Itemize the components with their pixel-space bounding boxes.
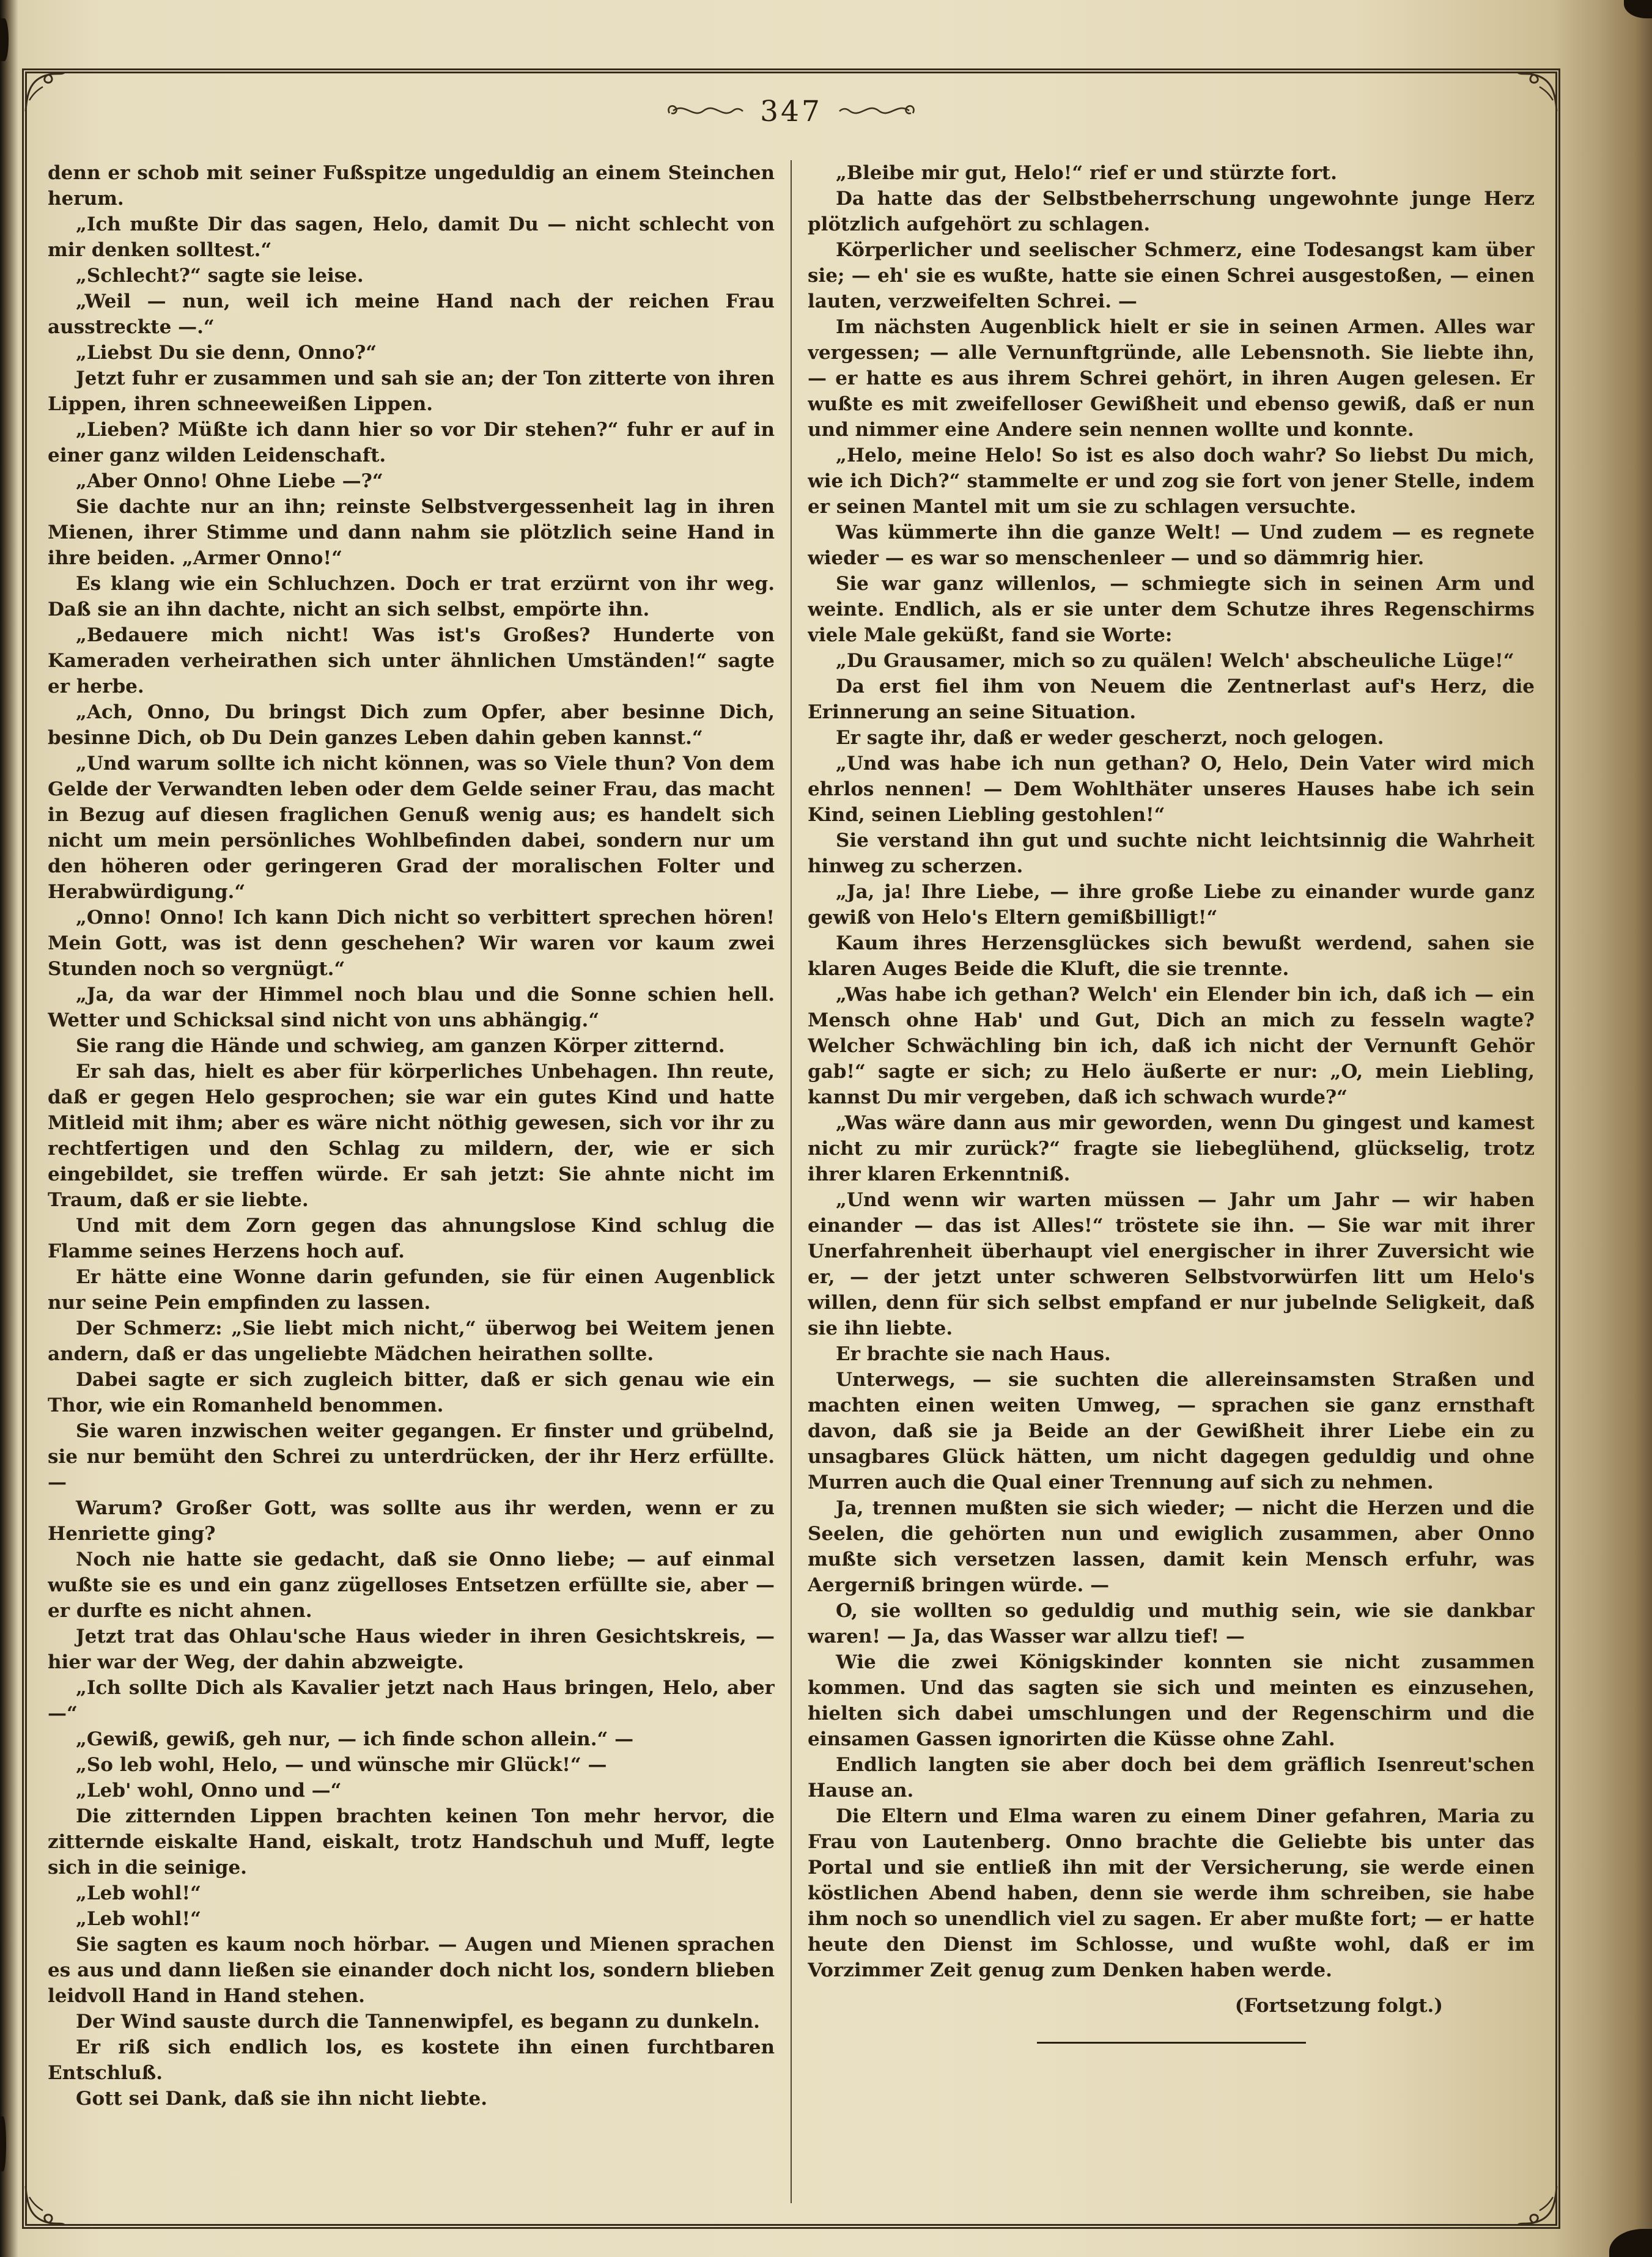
flourish-icon (665, 102, 744, 120)
paragraph: „Weil — nun, weil ich meine Hand nach der reichen Frau ausstreckte —.“ (48, 290, 775, 338)
paragraph: Wie die zwei Königskinder konnten sie nicht zusammen kommen. Und das sagten sie sich und meinten es einzusehen, hielten sich dabei umschlungen und der Regenschirm und die einsamen Gassen ignorirten die Küsse ohne Zahl. (808, 1651, 1535, 1750)
paragraph: Sie dachte nur an ihn; reinste Selbstvergessenheit lag in ihren Mienen, ihrer Stimme und dann nahm sie plötzlich seine Hand in ihre beiden. „Armer Onno!“ (48, 496, 775, 569)
page-number: 347 (760, 94, 822, 128)
paragraph: „Leb wohl!“ (76, 1908, 201, 1930)
paragraph: Und mit dem Zorn gegen das ahnungslose Kind schlug die Flamme seines Herzens hoch auf. (48, 1215, 775, 1262)
paragraph: Noch nie hatte sie gedacht, daß sie Onno liebe; — auf einmal wußte sie es und ein ganz zügelloses Entsetzen erfüllte sie, aber — er durfte es nicht ahnen. (48, 1548, 775, 1622)
page-header (27, 82, 1555, 141)
paragraph: „Leb wohl!“ (76, 1882, 201, 1904)
text-column-right (808, 160, 1535, 2203)
paragraph: Er riß sich endlich los, es kostete ihn einen furchtbaren Entschluß. (48, 2036, 775, 2084)
paragraph: „Schlecht?“ sagte sie leise. (76, 265, 364, 287)
paragraph: Warum? Großer Gott, was sollte aus ihr werden, wenn er zu Henriette ging? (48, 1497, 775, 1545)
paragraph: „Ach, Onno, Du bringst Dich zum Opfer, aber besinne Dich, besinne Dich, ob Du Dein ganzes Leben dahin geben kannst.“ (48, 701, 775, 749)
paragraph: „Ja, ja! Ihre Liebe, — ihre große Liebe zu einander wurde ganz gewiß von Helo's Eltern gemißbilligt!“ (808, 881, 1535, 929)
paragraph: „Onno! Onno! Ich kann Dich nicht so verbittert sprechen hören! Mein Gott, was ist denn geschehen? Wir waren vor kaum zwei Stunden noch so vergnügt.“ (48, 907, 775, 980)
paragraph: Sie war ganz willenlos, — schmiegte sich in seinen Arm und weinte. Endlich, als er sie unter dem Schutze ihres Regenschirms viele Male geküßt, fand sie Worte: (808, 573, 1535, 646)
paragraph: Da erst fiel ihm von Neuem die Zentnerlast auf's Herz, die Erinnerung an seine Situation. (808, 676, 1535, 723)
paragraph: „Ich mußte Dir das sagen, Helo, damit Du — nicht schlecht von mir denken solltest.“ (48, 213, 775, 261)
paragraph: „So leb wohl, Helo, — und wünsche mir Glück!“ — (76, 1754, 607, 1776)
paragraph: „Lieben? Müßte ich dann hier so vor Dir stehen?“ fuhr er auf in einer ganz wilden Leidenschaft. (48, 419, 775, 466)
paragraph: „Was wäre dann aus mir geworden, wenn Du gingest und kamest nicht zu mir zurück?“ fragte sie liebeglühend, glückselig, trotz ihrer klaren Erkenntniß. (808, 1112, 1535, 1185)
paragraph: Er hätte eine Wonne darin gefunden, sie für einen Augenblick nur seine Pein empfinden zu lassen. (48, 1266, 775, 1314)
paragraph: Die Eltern und Elma waren zu einem Diner gefahren, Maria zu Frau von Lautenberg. Onno brachte die Geliebte bis unter das Portal und sie entließ ihn mit der Versicherung, sie werde einen köstlichen Abend haben, denn sie werde ihm schreiben, sie habe ihm noch so unendlich viel zu sagen. Er aber mußte fort; — er hatte heute den Dienst im Schlosse, und wußte wohl, daß er im Vorzimmer Zeit genug zum Denken haben werde. (808, 1805, 1535, 1981)
paragraph: Gott sei Dank, daß sie ihn nicht liebte. (76, 2088, 488, 2110)
paragraph: Es klang wie ein Schluchzen. Doch er trat erzürnt von ihr weg. Daß sie an ihn dachte, nicht an sich selbst, empörte ihn. (48, 573, 775, 620)
paragraph: Sie rang die Hände und schwieg, am ganzen Körper zitternd. (76, 1035, 725, 1057)
paragraph: „Was habe ich gethan? Welch' ein Elender bin ich, daß ich — ein Mensch ohne Hab' und Gut, Dich an mich zu fesseln wagte? Welcher Schwächling bin ich, daß ich nicht der Vernunft Gehör gab!“ sagte er sich; zu Helo äußerte er nur: „O, mein Liebling, kannst Du mir vergeben, daß ich schwach wurde?“ (808, 984, 1535, 1108)
paragraph: Körperlicher und seelischer Schmerz, eine Todesangst kam über sie; — eh' sie es wußte, hatte sie einen Schrei ausgestoßen, — einen lauten, verzweifelten Schrei. — (808, 239, 1535, 312)
flourish-icon (838, 102, 918, 120)
right-column-paragraphs (808, 160, 1535, 1983)
paragraph: Er sagte ihr, daß er weder gescherzt, noch gelogen. (836, 727, 1384, 749)
paragraph: O, sie wollten so geduldig und muthig sein, wie sie dankbar waren! — Ja, das Wasser war allzu tief! — (808, 1600, 1535, 1648)
text-columns (48, 160, 1535, 2203)
paragraph: Die zitternden Lippen brachten keinen Ton mehr hervor, die zitternde eiskalte Hand, eiskalt, trotz Handschuh und Muff, legte sich in die seinige. (48, 1805, 775, 1879)
paragraph: Unterwegs, — sie suchten die allereinsamsten Straßen und machten einen weiten Umweg, — sprachen sie ganz ernsthaft davon, daß sie ja Beide an der Gewißheit ihrer Liebe ein zu unsagbares Glück hätten, um nicht dagegen geduldig und ohne Murren auch die Qual einer Trennung auf sich zu nehmen. (808, 1369, 1535, 1493)
paragraph: „Ich sollte Dich als Kavalier jetzt nach Haus bringen, Helo, aber —“ (48, 1677, 775, 1725)
paragraph: Kaum ihres Herzensglückes sich bewußt werdend, sahen sie klaren Auges Beide die Kluft, die sie trennte. (808, 932, 1535, 980)
scan-edge-left (0, 0, 18, 2257)
paragraph: Dabei sagte er sich zugleich bitter, daß er sich genau wie ein Thor, wie ein Romanheld benommen. (48, 1369, 775, 1416)
paragraph: „Liebst Du sie denn, Onno?“ (76, 342, 377, 364)
paragraph: Der Schmerz: „Sie liebt mich nicht,“ überwog bei Weitem jenen andern, daß er das ungeliebte Mädchen heirathen sollte. (48, 1317, 775, 1365)
paragraph: „Helo, meine Helo! So ist es also doch wahr? So liebst Du mich, wie ich Dich?“ stammelte er und zog sie fort von jener Stelle, indem er seinen Mantel mit um sie zu schlagen versuchte. (808, 444, 1535, 518)
paragraph: „Leb' wohl, Onno und —“ (76, 1780, 342, 1802)
paragraph: Er brachte sie nach Haus. (836, 1343, 1111, 1365)
paragraph: „Aber Onno! Ohne Liebe —?“ (76, 470, 383, 492)
header-flourish-left-icon (665, 102, 744, 120)
paragraph: „Bleibe mir gut, Helo!“ rief er und stürzte fort. (836, 162, 1337, 184)
paragraph: Ja, trennen mußten sie sich wieder; — nicht die Herzen und die Seelen, die gehörten nun und ewiglich zusammen, aber Onno mußte sich versetzen lassen, damit kein Mensch erfuhr, was Aergerniß bringen würde. — (808, 1497, 1535, 1596)
paragraph: Jetzt trat das Ohlau'sche Haus wieder in ihren Gesichtskreis, — hier war der Weg, der dahin abzweigte. (48, 1626, 775, 1673)
text-column-left (48, 160, 775, 2203)
paragraph: „Und was habe ich nun gethan? O, Helo, Dein Vater wird mich ehrlos nennen! — Dem Wohlthäter unseres Hauses habe ich sein Kind, seinen Liebling gestohlen!“ (808, 753, 1535, 826)
paragraph: „Und warum sollte ich nicht können, was so Viele thun? Von dem Gelde der Verwandten leben oder dem Gelde seiner Frau, das macht in Bezug auf diesen fraglichen Genuß wenig aus; es handelt sich nicht um mein persönliches Wohlbefinden dabei, sondern nur um den höheren oder geringeren Grad der moralischen Folter und Herabwürdigung.“ (48, 753, 775, 903)
paragraph: Was kümmerte ihn die ganze Welt! — Und zudem — es regnete wieder — es war so menschenleer — und so dämmrig hier. (808, 521, 1535, 569)
binding-shadow (1554, 0, 1652, 2257)
scan-artifact (0, 18, 9, 61)
paragraph: Der Wind sauste durch die Tannenwipfel, es begann zu dunkeln. (76, 2011, 760, 2033)
paragraph: „Und wenn wir warten müssen — Jahr um Jahr — wir haben einander — das ist Alles!“ tröstete sie ihn. — Sie war mit ihrer Unerfahrenheit überhaupt viel energischer in ihrer Zuversicht wie er, — der jetzt unter schweren Selbstvorwürfen litt um Helo's willen, denn für sich selbst empfand er nur jubelnde Seligkeit, daß sie ihn liebte. (808, 1189, 1535, 1339)
scan-artifact (0, 2116, 6, 2171)
header-flourish-right-icon (838, 102, 918, 120)
paragraph: denn er schob mit seiner Fußspitze ungeduldig an einem Steinchen herum. (48, 162, 775, 210)
column-divider (791, 160, 792, 2203)
paragraph: Im nächsten Augenblick hielt er sie in seinen Armen. Alles war vergessen; — alle Vernunftgründe, alle Lebensnoth. Sie liebte ihn, — er hatte es aus ihrem Schrei gehört, in ihren Augen gelesen. Er wußte es mit zweifelloser Gewißheit und ebenso gewiß, daß er nun und nimmer eine Andere sein nennen wollte und konnte. (808, 316, 1535, 441)
paragraph: Sie waren inzwischen weiter gegangen. Er finster und grübelnd, sie nur bemüht den Schrei zu unterdrücken, der ihr Herz erfüllte. — (48, 1420, 775, 1493)
paragraph: Sie verstand ihn gut und suchte nicht leichtsinnig die Wahrheit hinweg zu scherzen. (808, 830, 1535, 877)
paragraph: „Du Grausamer, mich so zu quälen! Welch' abscheuliche Lüge!“ (836, 650, 1514, 672)
end-rule (1037, 2042, 1306, 2044)
paragraph: Sie sagten es kaum noch hörbar. — Augen und Mienen sprachen es aus und dann ließen sie einander doch nicht los, sondern blieben leidvoll Hand in Hand stehen. (48, 1934, 775, 2007)
paragraph: Jetzt fuhr er zusammen und sah sie an; der Ton zitterte von ihren Lippen, ihren schneeweißen Lippen. (48, 367, 775, 415)
paragraph: Er sah das, hielt es aber für körperliches Unbehagen. Ihn reute, daß er gegen Helo gesprochen; sie war ein gutes Kind und hatte Mitleid mit ihm; aber es wäre nicht nöthig gewesen, sich vor ihr zu rechtfertigen und den Schlag zu mildern, der, wie er sich eingebildet, sie treffen würde. Er sah jetzt: Sie ahnte nicht im Traum, daß er sie liebte. (48, 1061, 775, 1211)
paragraph: „Bedauere mich nicht! Was ist's Großes? Hunderte von Kameraden verheirathen sich unter ähnlichen Umständen!“ sagte er herbe. (48, 624, 775, 698)
paragraph: Endlich langten sie aber doch bei dem gräflich Isenreut'schen Hause an. (808, 1754, 1535, 1802)
continuation-note: (Fortsetzung folgt.) (1234, 1995, 1443, 2017)
paragraph: „Ja, da war der Himmel noch blau und die Sonne schien hell. Wetter und Schicksal sind nicht von uns abhängig.“ (48, 984, 775, 1031)
page-frame (22, 68, 1560, 2229)
paragraph: „Gewiß, gewiß, geh nur, — ich finde schon allein.“ — (76, 1728, 634, 1750)
paragraph: Da hatte das der Selbstbeherrschung ungewohnte junge Herz plötzlich aufgehört zu schlagen. (808, 188, 1535, 235)
